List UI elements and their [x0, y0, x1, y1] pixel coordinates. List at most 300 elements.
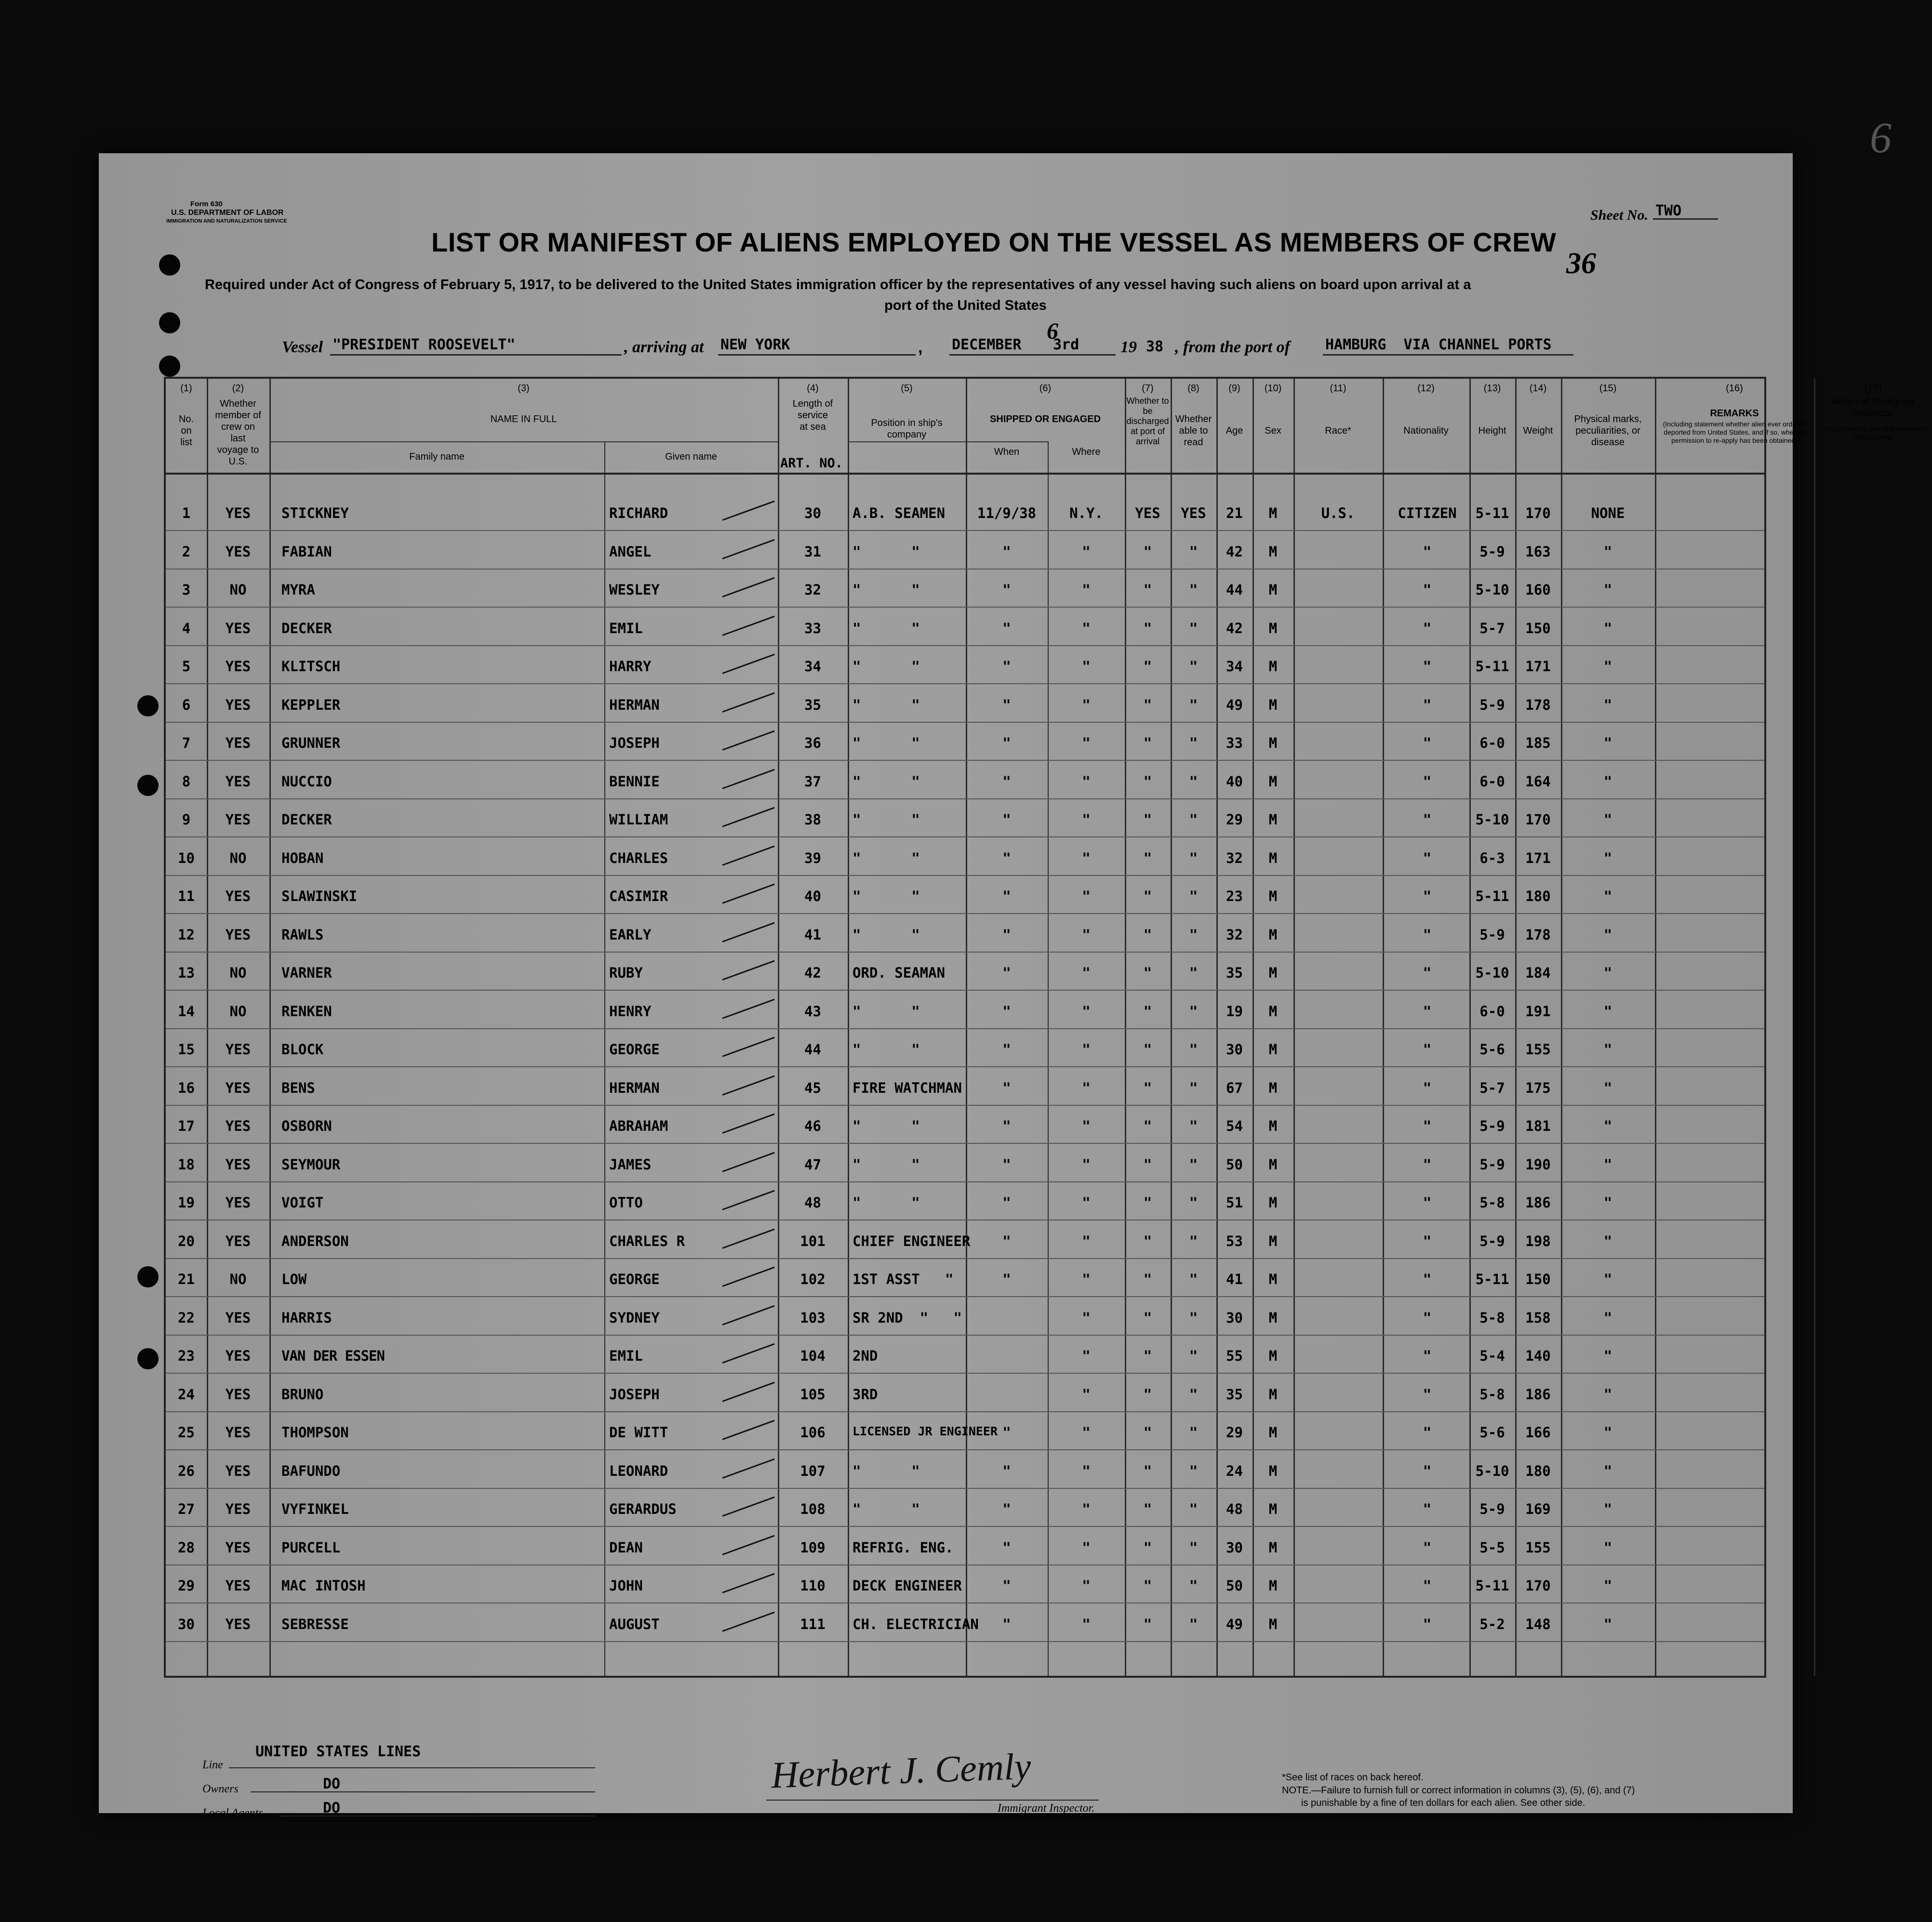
cell-read: "	[1189, 1079, 1198, 1096]
cell-art: 46	[804, 1118, 821, 1134]
cell-sex: M	[1268, 658, 1278, 675]
cell-discharged: "	[1143, 1616, 1152, 1632]
cell-nat: "	[1423, 773, 1432, 790]
cell-marks: "	[1603, 1003, 1612, 1020]
cell-where: "	[1082, 1386, 1091, 1403]
cell-when: "	[1002, 1501, 1011, 1517]
cell-family: ANDERSON	[281, 1233, 349, 1249]
cell-height: 5-11	[1475, 1577, 1509, 1594]
cell-family: VAN DER ESSEN	[281, 1348, 385, 1364]
cell-marks: "	[1603, 1501, 1612, 1517]
cell-sex: M	[1268, 1501, 1278, 1517]
corner-number: 6	[1870, 114, 1892, 162]
cell-family: SLAWINSKI	[281, 888, 358, 904]
cell-given: JOSEPH	[609, 1386, 660, 1403]
sheet-underline	[1653, 218, 1718, 220]
cell-position: " "	[853, 1501, 920, 1517]
cell-last: NO	[229, 582, 247, 598]
cell-family: STICKNEY	[281, 505, 349, 521]
cell-nat: "	[1423, 888, 1432, 904]
cell-discharged: "	[1143, 582, 1152, 598]
date-underline	[949, 354, 1116, 356]
cell-art: 38	[804, 811, 821, 828]
cell-last: YES	[225, 658, 251, 675]
cell-no: 5	[182, 658, 191, 675]
cell-read: YES	[1181, 505, 1206, 521]
cell-last: YES	[225, 1501, 251, 1517]
cell-where: "	[1082, 543, 1091, 560]
cell-weight: 170	[1525, 505, 1551, 521]
cell-no: 17	[178, 1118, 195, 1134]
row-rule	[166, 1411, 1764, 1412]
cell-discharged: "	[1143, 965, 1152, 981]
cell-art: 47	[804, 1156, 821, 1173]
cell-art: 110	[800, 1577, 826, 1594]
cell-age: 67	[1226, 1079, 1243, 1096]
row-rule	[166, 836, 1764, 837]
cell-given: ABRAHAM	[609, 1118, 668, 1134]
cell-read: "	[1189, 1003, 1198, 1020]
cell-marks: "	[1603, 1462, 1612, 1479]
binder-hole	[137, 1266, 159, 1287]
col8-number: (8)	[1187, 383, 1199, 394]
cell-weight: 180	[1525, 888, 1551, 904]
cell-family: BAFUNDO	[281, 1462, 341, 1479]
cell-weight: 169	[1525, 1501, 1551, 1517]
cell-discharged: "	[1143, 926, 1152, 943]
cell-given: EMIL	[609, 1348, 643, 1364]
cell-family: DECKER	[281, 811, 332, 828]
cell-no: 14	[178, 1003, 195, 1020]
col4-art-no: ART. NO.	[780, 456, 843, 471]
cell-marks: "	[1603, 1616, 1612, 1632]
cell-nat: "	[1423, 658, 1432, 675]
cell-last: YES	[225, 735, 251, 751]
cell-art: 42	[804, 965, 821, 981]
cell-weight: 155	[1525, 1041, 1551, 1058]
cell-sex: M	[1268, 965, 1278, 981]
cell-sex: M	[1268, 926, 1278, 943]
cell-no: 27	[178, 1501, 195, 1517]
binder-hole	[137, 695, 159, 716]
cell-nat: "	[1423, 926, 1432, 943]
cell-family: HARRIS	[281, 1309, 332, 1326]
cell-age: 42	[1226, 543, 1243, 560]
cell-discharged: "	[1143, 773, 1152, 790]
cell-discharged: "	[1143, 1501, 1152, 1517]
cell-nat: "	[1423, 735, 1432, 751]
col3-number: (3)	[518, 383, 530, 394]
cell-when: "	[1002, 926, 1011, 943]
row-rule	[166, 1258, 1764, 1259]
cell-height: 6-0	[1479, 735, 1505, 751]
cell-read: "	[1189, 1309, 1198, 1326]
cell-when: "	[1002, 696, 1011, 713]
row-rule	[166, 1028, 1764, 1029]
cell-height: 5-11	[1475, 658, 1509, 675]
cell-discharged: "	[1143, 1271, 1152, 1287]
cell-family: KLITSCH	[281, 658, 341, 675]
cell-position: FIRE WATCHMAN	[853, 1079, 962, 1096]
cell-weight: 155	[1525, 1539, 1551, 1556]
cell-when: "	[1002, 620, 1011, 636]
cell-art: 44	[804, 1041, 821, 1058]
from-label: , from the port of	[1175, 338, 1290, 356]
cell-discharged: "	[1143, 735, 1152, 751]
cell-read: "	[1189, 1616, 1198, 1632]
col6b-header: Where	[1072, 447, 1101, 457]
cell-nat: "	[1423, 811, 1432, 828]
col6a-header: When	[994, 447, 1020, 457]
cell-age: 54	[1226, 1118, 1243, 1134]
col16-note: (Including statement whether alien ever ordered deported from United States, and if so, whether permission to re-apply has been obtained)	[1663, 420, 1806, 444]
cell-height: 5-10	[1475, 965, 1509, 981]
col-divider	[1252, 379, 1254, 1676]
cell-position: " "	[853, 1003, 920, 1020]
cell-read: "	[1189, 735, 1198, 751]
cell-no: 23	[178, 1348, 195, 1364]
cell-discharged: "	[1143, 811, 1152, 828]
row-rule	[166, 530, 1764, 531]
penalty-note-2: is punishable by a fine of ten dollars for each alien. See other side.	[1301, 1798, 1586, 1808]
comma: ,	[918, 338, 923, 357]
cell-nat: "	[1423, 1462, 1432, 1479]
cell-last: YES	[225, 1577, 251, 1594]
cell-position: A.B. SEAMEN	[853, 505, 946, 521]
cell-last: YES	[225, 1156, 251, 1173]
row-rule	[166, 645, 1764, 646]
cell-age: 34	[1226, 658, 1243, 675]
cell-marks: "	[1603, 849, 1612, 866]
cell-read: "	[1189, 696, 1198, 713]
year-suffix: 38	[1146, 338, 1164, 355]
cell-last: YES	[225, 505, 251, 521]
cell-where: "	[1082, 1309, 1091, 1326]
cell-marks: "	[1603, 1271, 1612, 1287]
cell-when: "	[1002, 1041, 1011, 1058]
owners-label: Owners	[202, 1783, 239, 1795]
row-rule	[166, 1449, 1764, 1450]
cell-where: N.Y.	[1069, 505, 1103, 521]
cell-height: 5-9	[1479, 1118, 1505, 1134]
cell-no: 21	[178, 1271, 195, 1287]
cell-nat: "	[1423, 1616, 1432, 1632]
row-rule	[166, 1105, 1764, 1106]
cell-when: "	[1002, 1616, 1011, 1632]
cell-read: "	[1189, 1539, 1198, 1556]
row-rule	[166, 952, 1764, 953]
col-divider	[604, 441, 605, 1676]
col7-header: Whether to be discharged at port of arrival	[1126, 396, 1169, 446]
cell-where: "	[1082, 926, 1091, 943]
cell-last: YES	[225, 1616, 251, 1632]
cell-family: MYRA	[281, 582, 315, 598]
cell-given: EMIL	[609, 620, 643, 636]
cell-sex: M	[1268, 1079, 1278, 1096]
cell-art: 40	[804, 888, 821, 904]
cell-last: YES	[225, 1194, 251, 1211]
cell-family: SEBRESSE	[281, 1616, 349, 1632]
cell-given: SYDNEY	[609, 1309, 660, 1326]
cell-read: "	[1189, 1041, 1198, 1058]
cell-sex: M	[1268, 1386, 1278, 1403]
cell-marks: "	[1603, 582, 1612, 598]
col-divider	[1655, 379, 1656, 1676]
cell-art: 33	[804, 620, 821, 636]
cell-last: YES	[225, 543, 251, 560]
cell-where: "	[1082, 1539, 1091, 1556]
sheet-label: Sheet No.	[1590, 207, 1648, 223]
cell-age: 40	[1226, 773, 1243, 790]
cell-given: GEORGE	[609, 1041, 660, 1058]
form-id: Form 630	[190, 200, 223, 208]
cell-nat: "	[1423, 1079, 1432, 1096]
cell-age: 32	[1226, 849, 1243, 866]
row-rule	[166, 607, 1764, 608]
cell-when: "	[1002, 1539, 1011, 1556]
cell-art: 106	[800, 1424, 826, 1441]
cell-given: EARLY	[609, 926, 652, 943]
line-value: UNITED STATES LINES	[255, 1743, 421, 1760]
cell-age: 30	[1226, 1539, 1243, 1556]
cell-where: "	[1082, 888, 1091, 904]
row-rule	[166, 990, 1764, 991]
cell-weight: 140	[1525, 1348, 1551, 1364]
cell-read: "	[1189, 1462, 1198, 1479]
cell-marks: "	[1603, 735, 1612, 751]
cell-when: "	[1002, 1003, 1011, 1020]
cell-age: 32	[1226, 926, 1243, 943]
cell-family: DECKER	[281, 620, 332, 636]
cell-read: "	[1189, 1118, 1198, 1134]
cell-age: 35	[1226, 1386, 1243, 1403]
cell-height: 5-6	[1479, 1041, 1505, 1058]
cell-family: FABIAN	[281, 543, 332, 560]
row-rule	[166, 1143, 1764, 1144]
cell-given: OTTO	[609, 1194, 643, 1211]
col5-number: (5)	[901, 383, 913, 394]
col-divider	[1469, 379, 1471, 1676]
cell-discharged: "	[1143, 620, 1152, 636]
line-underline	[229, 1767, 595, 1768]
cell-where: "	[1082, 1501, 1091, 1517]
cell-marks: "	[1603, 1079, 1612, 1096]
cell-given: RUBY	[609, 965, 643, 981]
cell-sex: M	[1268, 735, 1278, 751]
cell-position: CHIEF ENGINEER	[853, 1233, 971, 1249]
cell-when: "	[1002, 1577, 1011, 1594]
cell-nat: "	[1423, 1156, 1432, 1173]
cell-read: "	[1189, 1386, 1198, 1403]
cell-given: BENNIE	[609, 773, 660, 790]
cell-nat: "	[1423, 1501, 1432, 1517]
cell-given: WILLIAM	[609, 811, 668, 828]
cell-no: 6	[182, 696, 191, 713]
cell-family: LOW	[281, 1271, 307, 1287]
cell-read: "	[1189, 1271, 1198, 1287]
cell-position: " "	[853, 696, 920, 713]
cell-given: HERMAN	[609, 696, 660, 713]
cell-where: "	[1082, 620, 1091, 636]
cell-marks: "	[1603, 1577, 1612, 1594]
cell-when: "	[1002, 849, 1011, 866]
cell-weight: 163	[1525, 543, 1551, 560]
cell-discharged: "	[1143, 1424, 1152, 1441]
row-rule	[166, 1603, 1764, 1604]
row-rule	[166, 1564, 1764, 1565]
cell-weight: 166	[1525, 1424, 1551, 1441]
cell-no: 25	[178, 1424, 195, 1441]
cell-discharged: "	[1143, 1118, 1152, 1134]
cell-discharged: "	[1143, 1003, 1152, 1020]
cell-no: 29	[178, 1577, 195, 1594]
col9-number: (9)	[1228, 383, 1240, 394]
cell-marks: "	[1603, 1386, 1612, 1403]
cell-read: "	[1189, 888, 1198, 904]
agents-value: DO	[323, 1800, 341, 1816]
cell-discharged: "	[1143, 1577, 1152, 1594]
cell-marks: "	[1603, 696, 1612, 713]
cell-weight: 150	[1525, 620, 1551, 636]
cell-marks: NONE	[1591, 505, 1625, 521]
col10-header: Sex	[1265, 425, 1281, 436]
cell-sex: M	[1268, 811, 1278, 828]
col-divider	[207, 379, 208, 1676]
cell-art: 45	[804, 1079, 821, 1096]
cell-sex: M	[1268, 849, 1278, 866]
row-rule	[166, 798, 1764, 799]
row-rule	[166, 722, 1764, 723]
binder-hole	[159, 254, 180, 276]
cell-weight: 185	[1525, 735, 1551, 751]
cell-family: GRUNNER	[281, 735, 341, 751]
cell-weight: 178	[1525, 926, 1551, 943]
cell-position: " "	[853, 1118, 920, 1134]
cell-no: 11	[178, 888, 195, 904]
cell-weight: 170	[1525, 1577, 1551, 1594]
cell-position: " "	[853, 1462, 920, 1479]
cell-weight: 150	[1525, 1271, 1551, 1287]
col-divider	[1048, 441, 1049, 1676]
cell-read: "	[1189, 1194, 1198, 1211]
binder-hole	[137, 775, 159, 796]
col13-number: (13)	[1483, 383, 1501, 394]
cell-given: ANGEL	[609, 543, 652, 560]
cell-when: "	[1002, 1424, 1011, 1441]
cell-age: 30	[1226, 1041, 1243, 1058]
cell-marks: "	[1603, 1156, 1612, 1173]
from-underline	[1323, 354, 1573, 356]
col12-header: Nationality	[1403, 425, 1449, 436]
cell-last: YES	[225, 1041, 251, 1058]
cell-family: SEYMOUR	[281, 1156, 341, 1173]
cell-weight: 198	[1525, 1233, 1551, 1249]
cell-marks: "	[1603, 543, 1612, 560]
cell-position: " "	[853, 1041, 920, 1058]
cell-nat: "	[1423, 965, 1432, 981]
cell-read: "	[1189, 658, 1198, 675]
cell-nat: "	[1423, 1041, 1432, 1058]
cell-read: "	[1189, 1577, 1198, 1594]
cell-weight: 160	[1525, 582, 1551, 598]
cell-last: YES	[225, 1539, 251, 1556]
cell-weight: 148	[1525, 1616, 1551, 1632]
vessel-label: Vessel	[282, 338, 323, 356]
cell-last: NO	[229, 965, 247, 981]
cell-where: "	[1082, 1156, 1091, 1173]
cell-weight: 171	[1525, 658, 1551, 675]
col3-header: NAME IN FULL	[490, 414, 557, 424]
cell-marks: "	[1603, 1233, 1612, 1249]
cell-height: 5-10	[1475, 811, 1509, 828]
col13-header: Height	[1478, 425, 1506, 436]
cell-last: NO	[229, 1271, 247, 1287]
cell-where: "	[1082, 849, 1091, 866]
arriving-port: NEW YORK	[720, 336, 790, 353]
cell-art: 107	[800, 1462, 826, 1479]
cell-nat: "	[1423, 1118, 1432, 1134]
cell-given: CASIMIR	[609, 888, 668, 904]
page-title: LIST OR MANIFEST OF ALIENS EMPLOYED ON THE VESSEL AS MEMBERS OF CREW	[431, 227, 1557, 257]
cell-no: 22	[178, 1309, 195, 1326]
cell-height: 5-10	[1475, 1462, 1509, 1479]
sheet-number: TWO	[1655, 202, 1682, 219]
cell-family: BLOCK	[281, 1041, 324, 1058]
cell-where: "	[1082, 1577, 1091, 1594]
cell-marks: "	[1603, 965, 1612, 981]
cell-last: NO	[229, 849, 247, 866]
cell-last: YES	[225, 1309, 251, 1326]
cell-no: 4	[182, 620, 191, 636]
cell-position: SR 2ND " "	[853, 1309, 962, 1326]
cell-family: KEPPLER	[281, 696, 341, 713]
cell-age: 33	[1226, 735, 1243, 751]
cell-sex: M	[1268, 620, 1278, 636]
cell-no: 30	[178, 1616, 195, 1632]
cell-last: YES	[225, 1233, 251, 1249]
cell-no: 7	[182, 735, 191, 751]
cell-height: 5-7	[1479, 1079, 1505, 1096]
cell-read: "	[1189, 965, 1198, 981]
cell-no: 20	[178, 1233, 195, 1249]
cell-given: RICHARD	[609, 505, 668, 521]
cell-when: "	[1002, 1271, 1011, 1287]
cell-read: "	[1189, 773, 1198, 790]
cell-position: DECK ENGINEER	[853, 1577, 962, 1594]
cell-nat: "	[1423, 1386, 1432, 1403]
cell-read: "	[1189, 1501, 1198, 1517]
cell-given: CHARLES R	[609, 1233, 685, 1249]
cell-family: MAC INTOSH	[281, 1577, 366, 1594]
cell-weight: 178	[1525, 696, 1551, 713]
cell-height: 5-2	[1479, 1616, 1505, 1632]
cell-given: JOHN	[609, 1577, 643, 1594]
cell-height: 5-7	[1479, 620, 1505, 636]
from-port: HAMBURG VIA CHANNEL PORTS	[1325, 336, 1552, 353]
cell-sex: M	[1268, 1041, 1278, 1058]
cell-height: 5-9	[1479, 696, 1505, 713]
arriving-label: , arriving at	[624, 338, 704, 356]
col9-header: Age	[1226, 425, 1243, 436]
cell-sex: M	[1268, 1424, 1278, 1441]
cell-marks: "	[1603, 1348, 1612, 1364]
cell-family: OSBORN	[281, 1118, 332, 1134]
col-divider	[1171, 379, 1172, 1676]
cell-height: 5-8	[1479, 1194, 1505, 1211]
cell-family: NUCCIO	[281, 773, 332, 790]
cell-sex: M	[1268, 1348, 1278, 1364]
row-rule	[166, 1526, 1764, 1527]
